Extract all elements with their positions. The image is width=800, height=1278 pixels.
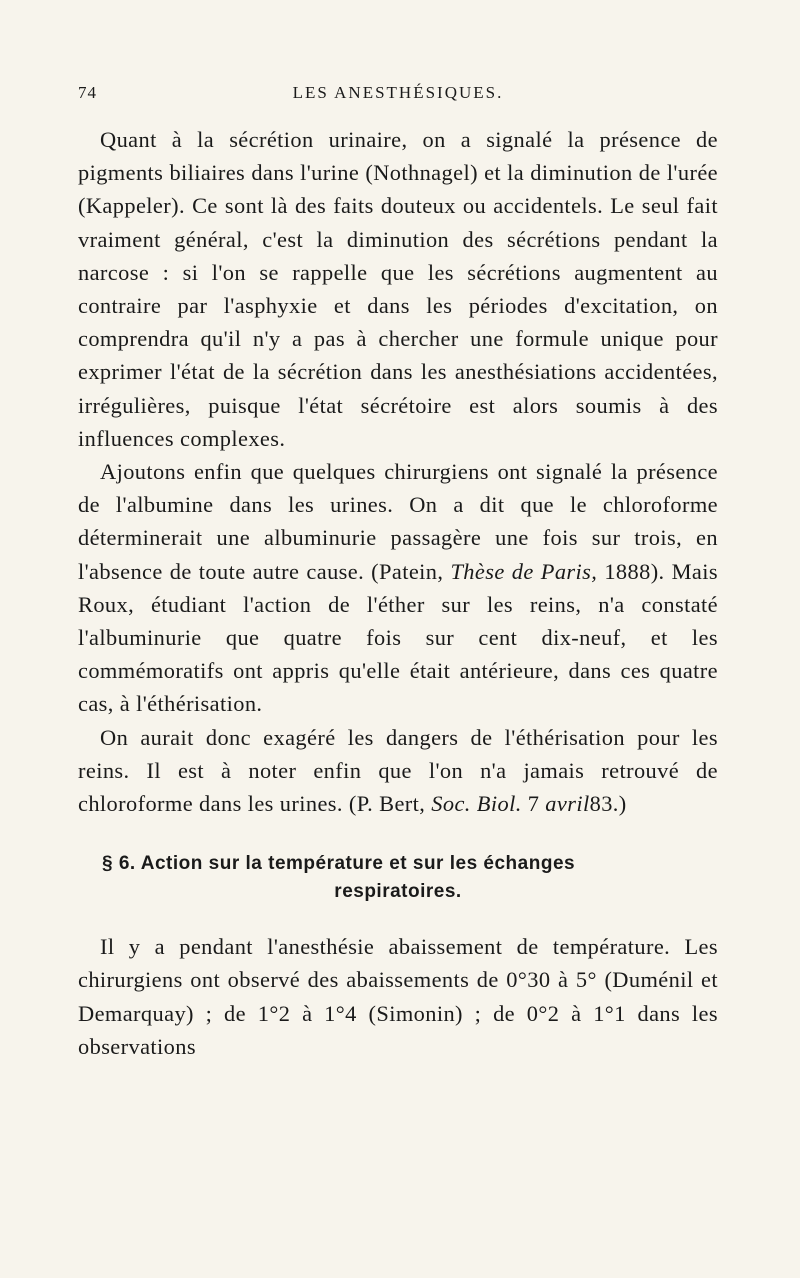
paragraph-secretion-urinaire: Quant à la sécrétion urinaire, on a signalé la présence de pigments biliaires dans l'urine (Nothnagel) et la diminution de l'urée (Kappeler). Ce sont là des faits douteux ou accidentels. Le seul fait vraiment général, c'est la diminution des sécrétions pendant la narcose : si l'on se rappelle que les sécrétions augmentent au contraire par l'asphyxie et dans les périodes d'excitation, on comprendra qu'il n'y a pas à chercher une formule unique pour exprimer l'état de la sécrétion dans les anesthésiations accidentées, irrégulières, puisque l'état sécrétoire est alors soumis à des influences complexes. — [78, 127, 718, 451]
page-header — [78, 83, 718, 113]
section-heading-line-2: respiratoires. — [334, 881, 462, 903]
paragraph-reins-text-2: 7 — [521, 791, 546, 817]
page-number: 74 — [78, 83, 97, 102]
paragraph-reins-text-1: On aurait donc exagéré les dangers de l'éthérisation pour les reins. Il est à noter enfin que l'on n'a jamais retrouvé de chloroforme dans les urines. (P. Bert, — [78, 724, 718, 817]
section-heading — [78, 850, 718, 906]
citation-these-de-paris: Thèse de Paris, — [450, 558, 598, 584]
paragraph-reins-text-3: 83.) — [589, 791, 627, 817]
book-page — [78, 0, 718, 1063]
running-title: LES ANESTHÉSIQUES. — [292, 83, 504, 102]
paragraph-albumine-text-2: 1888). Mais Roux, étudiant l'action de l'éther sur les reins, n'a constaté l'albuminurie que quatre fois sur cent dix-neuf, et les commémoratifs ont appris qu'elle était antérieure, dans ces quatre cas, à l'éthérisation. — [78, 558, 718, 717]
citation-avril: avril — [545, 791, 590, 817]
citation-soc-biol: Soc. Biol. — [431, 791, 522, 817]
paragraph-albumine-text-1: Ajoutons enfin que quelques chirurgiens ont signalé la présence de l'albumine dans les urines. On a dit que le chloroforme déterminerait une albuminurie passagère une fois sur trois, en l'absence de toute autre cause. (Patein, — [78, 459, 718, 584]
body-text — [78, 123, 718, 1063]
paragraph-temperature: Il y a pendant l'anesthésie abaissement de température. Les chirurgiens ont observé des abaissements de 0°30 à 5° (Duménil et Demarquay) ; de 1°2 à 1°4 (Simonin) ; de 0°2 à 1°1 dans les observations — [78, 934, 718, 1059]
paragraph-etherisation-reins — [78, 721, 718, 821]
paragraph-albumine — [78, 455, 718, 721]
section-heading-line-1: § 6. Action sur la température et sur les échanges — [102, 853, 576, 875]
